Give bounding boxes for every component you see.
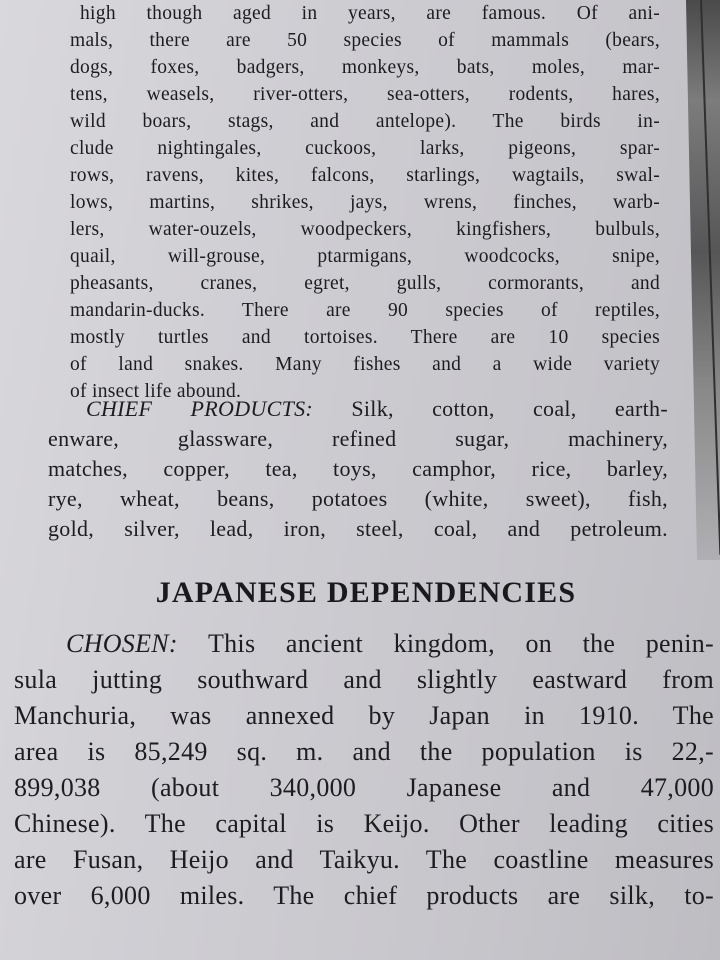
text-line: mals, there are 50 species of mammals (bears, xyxy=(70,30,660,51)
chosen-paragraph xyxy=(14,626,714,914)
text-line: dogs, foxes, badgers, monkeys, bats, moles, mar- xyxy=(70,57,660,78)
text-line: 899,038 (about 340,000 Japanese and 47,000 xyxy=(14,773,714,802)
text-line: Chinese). The capital is Keijo. Other leading cities xyxy=(14,809,714,838)
section-label: CHOSEN: xyxy=(66,629,178,658)
text-line: wild boars, stags, and antelope). The birds in- xyxy=(70,111,660,132)
section-label: CHIEF PRODUCTS: xyxy=(86,396,314,421)
text-line: Manchuria, was annexed by Japan in 1910. The xyxy=(14,701,714,730)
text-line: tens, weasels, river-otters, sea-otters, rodents, hares, xyxy=(70,84,660,105)
text-line: lers, water-ouzels, woodpeckers, kingfishers, bulbuls, xyxy=(70,219,660,240)
text-line: area is 85,249 sq. m. and the population is 22,- xyxy=(14,737,714,766)
text-line: sula jutting southward and slightly eastward from xyxy=(14,665,714,694)
text-line: mandarin-ducks. There are 90 species of reptiles, xyxy=(70,300,660,321)
text-line: rows, ravens, kites, falcons, starlings, wagtails, swal- xyxy=(70,165,660,186)
text-line: clude nightingales, cuckoos, larks, pigeons, spar- xyxy=(70,138,660,159)
text-line: high though aged in years, are famous. Of ani- xyxy=(80,3,660,24)
text-line: quail, will-grouse, ptarmigans, woodcocks, snipe, xyxy=(70,246,660,267)
text-line: of land snakes. Many fishes and a wide variety xyxy=(70,354,660,375)
text-line: matches, copper, tea, toys, camphor, rice, barley, xyxy=(48,456,668,481)
text-line xyxy=(48,394,668,424)
text-line: pheasants, cranes, egret, gulls, cormorants, and xyxy=(70,273,660,294)
text-line: are Fusan, Heijo and Taikyu. The coastline measures xyxy=(14,845,714,874)
fauna-paragraph xyxy=(70,0,660,405)
text-line: of insect life abound. xyxy=(70,381,242,402)
text-run: This ancient kingdom, on the penin- xyxy=(207,629,714,658)
chief-products-paragraph xyxy=(48,394,668,544)
text-line: mostly turtles and tortoises. There are 10 species xyxy=(70,327,660,348)
text-line: lows, martins, shrikes, jays, wrens, finches, warb- xyxy=(70,192,660,213)
text-run: Silk, cotton, coal, earth- xyxy=(351,396,668,421)
section-heading: JAPANESE DEPENDENCIES xyxy=(155,576,577,609)
text-line: over 6,000 miles. The chief products are silk, to- xyxy=(14,881,714,910)
text-line: gold, silver, lead, iron, steel, coal, and petroleum. xyxy=(48,516,668,541)
text-line: rye, wheat, beans, potatoes (white, sweet), fish, xyxy=(48,486,668,511)
text-line: enware, glassware, refined sugar, machinery, xyxy=(48,426,668,451)
text-line xyxy=(14,626,714,662)
facing-page-photo xyxy=(670,0,720,560)
